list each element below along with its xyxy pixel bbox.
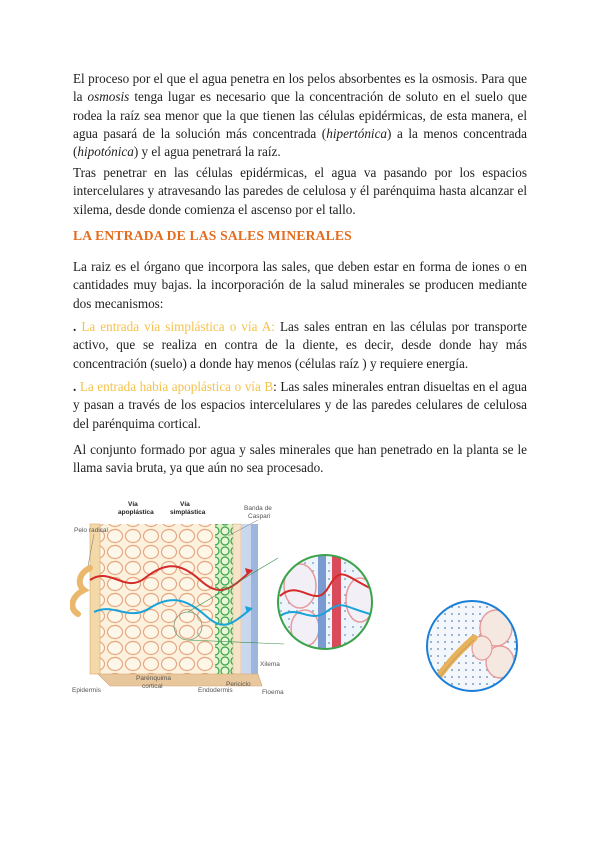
text-run: El proceso por el que el agua penetra en los pelos absorbentes es la osmosis. Para que la <box>73 71 527 105</box>
root-cross-section-figure <box>70 496 380 704</box>
paragraph-via-simplastica <box>73 318 527 373</box>
label-parenquima: Parénquima <box>136 675 172 682</box>
paragraph-savia-bruta: Al conjunto formado por agua y sales minerales que han penetrado en la planta se le llama savia bruta, ya que aún no sea procesado. <box>73 442 527 476</box>
label-banda-caspari-2: Caspari <box>248 513 271 520</box>
bullet-mark: . <box>73 379 77 394</box>
label-floema: Floema <box>262 689 284 696</box>
label-parenquima-2: cortical <box>142 683 163 690</box>
label-endodermis: Endodermis <box>198 687 233 694</box>
bullet-mark: . <box>73 319 77 334</box>
root-hair-detail-figure <box>422 598 522 694</box>
text-run: tenga lugar es necesario que la concentración de soluto en el suelo que rodea la raíz sea menor que la que tienen las células epidérmicas, de esta manera, el agua pasará de la solución más concentrada ( <box>73 89 527 141</box>
paragraph-via-apoplastica <box>73 378 527 433</box>
label-xilema: Xilema <box>260 661 280 668</box>
italic-term-hipotonica: hipotónica <box>77 144 134 160</box>
italic-term-osmosis: osmosis <box>87 89 130 105</box>
text-run: Las sales entran en las células por transporte activo, que se realiza en contra de la diente, es decir, desde donde hay más concentración (suelo) a donde hay menos (células raíz ) y requiere energía. <box>73 319 527 371</box>
zoom-detail-circle <box>278 555 374 649</box>
paragraph-osmosis <box>73 70 527 161</box>
label-periciclo: Periciclo <box>226 681 251 688</box>
tissue-block <box>90 524 262 686</box>
paragraph-water-path: Tras penetrar en las células epidérmicas, el agua va pasando por los espacios intercelulares y atravesando las paredes de celulosa y él parénquima hasta alcanzar el xilema, desde donde comienza el ascenso por el tallo. <box>73 165 527 217</box>
label-via-simplastica: Vía <box>180 501 190 508</box>
label-epidermis: Epidermis <box>72 687 101 694</box>
text-run: ) a la menos concentrada ( <box>73 125 528 160</box>
term-via-apoplastica: La entrada habia apoplástica o vía B <box>76 379 274 394</box>
text-run: ) y el agua penetrará la raíz. <box>133 144 281 160</box>
label-via-simplastica-2: simplástica <box>170 509 206 516</box>
italic-term-hipertonica: hipertónica <box>326 125 388 141</box>
root-hair <box>72 568 90 614</box>
label-via-apoplastica-2: apoplástica <box>118 509 154 516</box>
section-heading: LA ENTRADA DE LAS SALES MINERALES <box>73 228 352 243</box>
label-via-apoplastica: Vía <box>128 501 138 508</box>
text-run: : Las sales minerales entran disueltas en el agua y pasan a través de los espacios intercelulares y de las paredes celulares de celulosa del parénquima cortical. <box>73 379 527 431</box>
label-banda-caspari: Banda de <box>244 505 272 512</box>
paragraph-sales-intro: La raiz es el órgano que incorpora las sales, que deben estar en forma de iones o en cantidades muy bajas. la incorporación de la salud minerales se producen mediante dos mecanismos: <box>73 259 527 311</box>
label-pelo-radical: Pelo radical <box>74 527 108 534</box>
term-via-simplastica: La entrada vía simplástica o vía A: <box>76 319 275 334</box>
